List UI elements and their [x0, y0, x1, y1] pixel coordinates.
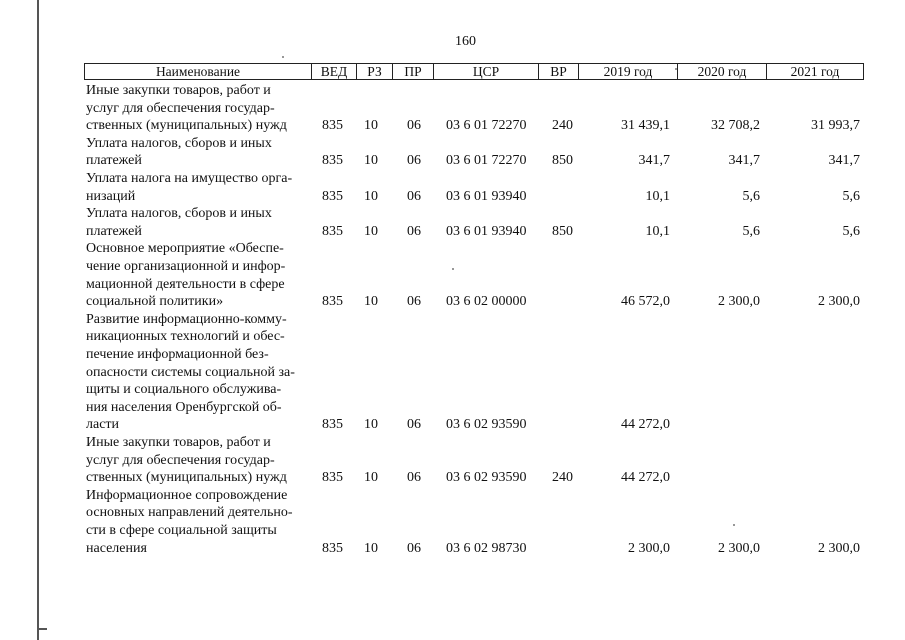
row-name-line: Информационное сопровождение [86, 487, 288, 503]
cell-ved: 835 [322, 223, 343, 239]
row-name-line: услуг для обеспечения государ- [86, 452, 275, 468]
row-name-line: ния населения Оренбургской об- [86, 399, 282, 415]
cell-y2020: 32 708,2 [711, 118, 760, 134]
row-name-line: Уплата налога на имущество орга- [86, 171, 293, 186]
cell-rz: 10 [364, 294, 378, 310]
cell-y2019: 10,1 [645, 188, 670, 204]
cell-pr: 06 [407, 470, 421, 486]
cell-csr: 03 6 01 72270 [446, 118, 527, 134]
scan-speck [282, 56, 284, 58]
cell-pr: 06 [407, 223, 421, 239]
cell-rz: 10 [364, 540, 378, 556]
cell-ved: 835 [322, 153, 343, 169]
cell-vr [552, 293, 582, 311]
header-ved: ВЕД [312, 64, 357, 79]
row-name-line: ласти [86, 417, 120, 433]
scan-speck [733, 524, 735, 526]
cell-y2020 [680, 416, 760, 434]
cell-rz: 10 [364, 470, 378, 486]
cell-rz: 10 [364, 153, 378, 169]
cell-pr: 06 [407, 188, 421, 204]
cell-vr: 240 [552, 118, 573, 134]
cell-csr: 03 6 02 98730 [446, 540, 527, 556]
row-name-line: платежей [86, 153, 142, 169]
row-name-line: чение организационной и инфор- [86, 259, 286, 274]
row-name-line: Уплата налогов, сборов и иных [86, 135, 272, 151]
row-name-line: мационной деятельности в сфере [86, 276, 285, 292]
cell-ved: 835 [322, 470, 343, 486]
cell-pr: 06 [407, 417, 421, 433]
header-2019: 2019 год [579, 64, 678, 79]
cell-ved: 835 [322, 294, 343, 310]
cell-y2019: 10,1 [645, 223, 670, 239]
cell-ved: 835 [322, 188, 343, 204]
cell-y2021 [780, 469, 860, 487]
cell-y2019: 44 272,0 [621, 417, 670, 433]
cell-csr: 03 6 01 93940 [446, 223, 527, 239]
cell-y2021: 2 300,0 [818, 294, 860, 310]
row-name-line: Развитие информационно-комму- [86, 311, 287, 327]
cell-rz: 10 [364, 223, 378, 239]
cell-y2020: 341,7 [728, 153, 760, 169]
row-name-line: Иные закупки товаров, работ и [86, 83, 271, 98]
cell-y2019: 46 572,0 [621, 294, 670, 310]
row-name-line: Уплата налогов, сборов и иных [86, 206, 272, 222]
row-name-line: Иные закупки товаров, работ и [86, 435, 271, 450]
row-name-line: платежей [86, 223, 142, 239]
cell-vr: 240 [552, 470, 573, 486]
cell-y2020: 2 300,0 [718, 540, 760, 556]
cell-y2021: 341,7 [828, 153, 860, 169]
header-csr: ЦСР [434, 64, 539, 79]
cell-csr: 03 6 02 93590 [446, 470, 527, 486]
page-edge-line [37, 0, 39, 640]
cell-rz: 10 [364, 188, 378, 204]
cell-y2020 [680, 469, 760, 487]
cell-y2020: 5,6 [742, 223, 760, 239]
scan-speck [452, 268, 454, 270]
cell-pr: 06 [407, 540, 421, 556]
row-name-line: сти в сфере социальной защиты [86, 523, 277, 538]
cell-y2021: 5,6 [842, 188, 860, 204]
table-header [84, 63, 864, 80]
cell-csr: 03 6 02 93590 [446, 417, 527, 433]
cell-ved: 835 [322, 417, 343, 433]
cell-y2021: 5,6 [842, 223, 860, 239]
row-name-line: населения [86, 540, 147, 556]
cell-ved: 835 [322, 118, 343, 134]
cell-y2019: 44 272,0 [621, 470, 670, 486]
cell-y2019: 341,7 [638, 153, 670, 169]
row-name-line: Основное мероприятие «Обеспе- [86, 241, 284, 257]
header-name: Наименование [85, 64, 312, 79]
cell-y2021: 2 300,0 [818, 540, 860, 556]
row-name-line: печение информационной без- [86, 347, 269, 362]
header-2021: 2021 год [790, 64, 840, 79]
cell-y2021: 31 993,7 [811, 118, 860, 134]
cell-vr: 850 [552, 223, 573, 239]
row-name-line: никационных технологий и обес- [86, 329, 285, 345]
row-name-line: услуг для обеспечения государ- [86, 100, 275, 116]
header-vr: ВР [539, 64, 579, 79]
cell-pr: 06 [407, 118, 421, 134]
row-name-line: ственных (муниципальных) нужд [86, 118, 287, 134]
cell-csr: 03 6 01 93940 [446, 188, 527, 204]
cell-pr: 06 [407, 153, 421, 169]
cell-ved: 835 [322, 540, 343, 556]
page-edge-tick [37, 628, 47, 630]
row-name-line: ственных (муниципальных) нужд [86, 470, 287, 486]
row-name-line: социальной политики» [86, 294, 224, 310]
row-name-line: основных направлений деятельно- [86, 505, 293, 521]
cell-y2020: 2 300,0 [718, 294, 760, 310]
cell-rz: 10 [364, 417, 378, 433]
cell-vr [552, 188, 582, 206]
page-number: 160 [455, 34, 476, 49]
row-name-line: низаций [86, 188, 136, 204]
cell-vr: 850 [552, 153, 573, 169]
header-2020: 2020 год [678, 64, 767, 79]
cell-csr: 03 6 02 00000 [446, 294, 527, 310]
header-rz: РЗ [357, 64, 393, 79]
row-name-line: щиты и социального обслужива- [86, 382, 282, 398]
cell-rz: 10 [364, 118, 378, 134]
cell-vr [552, 416, 582, 434]
cell-y2019: 31 439,1 [621, 118, 670, 134]
cell-pr: 06 [407, 294, 421, 310]
cell-y2019: 2 300,0 [628, 540, 670, 556]
scan-speck [675, 68, 677, 70]
cell-csr: 03 6 01 72270 [446, 153, 527, 169]
cell-y2021 [780, 416, 860, 434]
row-name-line: опасности системы социальной за- [86, 364, 295, 380]
cell-vr [552, 540, 582, 558]
cell-y2020: 5,6 [742, 188, 760, 204]
header-pr: ПР [393, 64, 434, 79]
